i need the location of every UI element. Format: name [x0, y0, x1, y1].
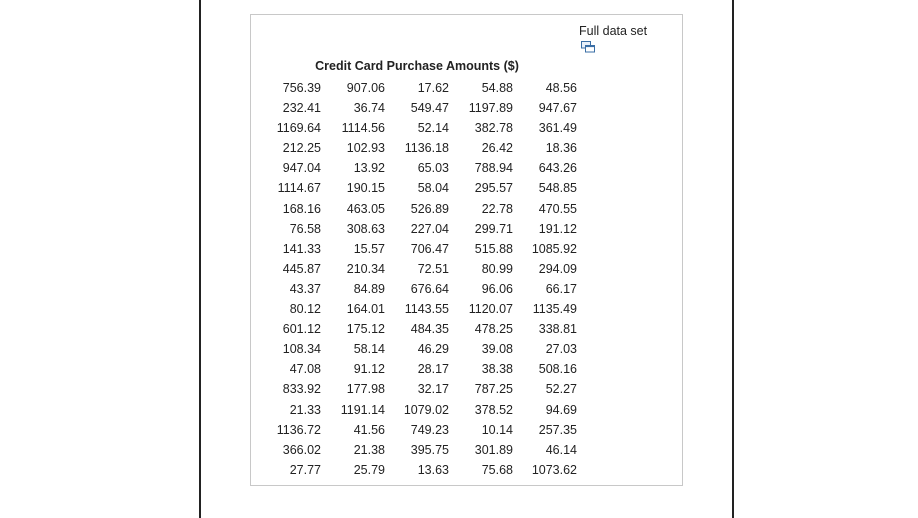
table-cell: 21.38 — [353, 442, 385, 457]
table-cell: 58.14 — [353, 342, 385, 357]
table-cell: 361.49 — [538, 121, 577, 136]
table-row — [269, 339, 577, 359]
table-cell: 15.57 — [353, 241, 385, 256]
table-cell: 72.51 — [417, 261, 449, 276]
full-data-set-link[interactable]: Full data set — [579, 24, 648, 38]
table-cell: 749.23 — [410, 422, 449, 437]
table-cell: 21.33 — [289, 402, 321, 417]
table-cell: 46.29 — [417, 342, 449, 357]
table-cell: 210.34 — [346, 261, 385, 276]
table-cell: 1073.62 — [531, 462, 577, 477]
table-cell: 548.85 — [538, 181, 577, 196]
table-cell: 756.39 — [282, 81, 321, 95]
table-cell: 1085.92 — [531, 241, 577, 256]
table-cell: 643.26 — [538, 161, 577, 176]
table-cell: 38.38 — [481, 362, 513, 377]
table-cell: 1135.49 — [532, 302, 577, 317]
table-cell: 65.03 — [417, 161, 449, 176]
table-cell: 676.64 — [410, 281, 449, 296]
table-cell: 833.92 — [282, 382, 321, 397]
table-cell: 470.55 — [538, 201, 577, 216]
table-cell: 80.99 — [481, 261, 513, 276]
table-cell: 190.15 — [346, 181, 385, 196]
table-cell: 96.06 — [481, 281, 513, 296]
table-cell: 46.14 — [545, 442, 577, 457]
table-cell: 25.79 — [353, 462, 385, 477]
table-cell: 47.08 — [289, 362, 321, 377]
table-row — [269, 279, 577, 299]
table-row — [269, 199, 577, 219]
table-row — [269, 118, 577, 138]
table-cell: 41.56 — [353, 422, 385, 437]
data-panel — [250, 14, 683, 486]
table-cell: 102.93 — [346, 141, 385, 156]
table-cell: 484.35 — [410, 322, 449, 337]
table-cell: 395.75 — [410, 442, 449, 457]
table-cell: 515.88 — [474, 241, 513, 256]
table-cell: 549.47 — [410, 101, 449, 116]
table-cell: 947.67 — [538, 101, 577, 116]
table-cell: 13.92 — [353, 161, 385, 176]
table-cell: 18.36 — [545, 141, 577, 156]
table-title: Credit Card Purchase Amounts ($) — [315, 59, 519, 73]
table-row — [269, 178, 577, 198]
table-cell: 141.33 — [282, 241, 321, 256]
table-cell: 212.25 — [282, 141, 321, 156]
table-cell: 164.01 — [346, 302, 385, 317]
table-cell: 301.89 — [474, 442, 513, 457]
table-cell: 338.81 — [538, 322, 577, 337]
table-cell: 1079.02 — [403, 402, 449, 417]
table-cell: 788.94 — [474, 161, 513, 176]
table-cell: 91.12 — [353, 362, 385, 377]
table-row — [269, 98, 577, 118]
table-cell: 108.34 — [282, 342, 321, 357]
table-cell: 445.87 — [282, 261, 321, 276]
table-cell: 27.03 — [545, 342, 577, 357]
table-cell: 48.56 — [545, 81, 577, 95]
table-cell: 1114.67 — [277, 181, 321, 196]
table-cell: 43.37 — [289, 281, 321, 296]
table-cell: 80.12 — [289, 302, 321, 317]
table-cell: 94.69 — [545, 402, 577, 417]
table-cell: 13.63 — [417, 462, 449, 477]
table-row — [269, 420, 577, 440]
table-cell: 463.05 — [346, 201, 385, 216]
table-cell: 787.25 — [474, 382, 513, 397]
table-row — [269, 359, 577, 379]
table-cell: 1136.72 — [276, 422, 321, 437]
table-cell: 66.17 — [545, 281, 577, 296]
table-cell: 28.17 — [417, 362, 449, 377]
table-cell: 52.27 — [545, 382, 577, 397]
table-row — [269, 400, 577, 420]
table-cell: 27.77 — [289, 462, 321, 477]
table-row — [269, 239, 577, 259]
table-row — [269, 319, 577, 339]
table-cell: 177.98 — [346, 382, 385, 397]
table-cell: 76.58 — [289, 221, 321, 236]
table-cell: 26.42 — [481, 141, 513, 156]
table-cell: 84.89 — [353, 281, 385, 296]
table-row — [269, 379, 577, 399]
table-cell: 232.41 — [282, 101, 321, 116]
table-row — [269, 138, 577, 158]
table-cell: 168.16 — [282, 201, 321, 216]
table-cell: 54.88 — [481, 81, 513, 95]
table-cell: 1169.64 — [276, 121, 321, 136]
table-cell: 257.35 — [538, 422, 577, 437]
table-cell: 175.12 — [346, 322, 385, 337]
table-cell: 191.12 — [538, 221, 577, 236]
table-row — [269, 78, 577, 98]
table-cell: 58.04 — [417, 181, 449, 196]
table-cell: 39.08 — [481, 342, 513, 357]
table-row — [269, 259, 577, 279]
table-cell: 526.89 — [410, 201, 449, 216]
table-row — [269, 158, 577, 178]
table-cell: 52.14 — [417, 121, 449, 136]
table-cell: 366.02 — [282, 442, 321, 457]
table-cell: 36.74 — [353, 101, 385, 116]
table-cell: 378.52 — [474, 402, 513, 417]
table-cell: 1114.56 — [341, 121, 385, 136]
popup-window-icon[interactable] — [581, 41, 595, 53]
table-cell: 1120.07 — [468, 302, 513, 317]
table-cell: 601.12 — [282, 322, 321, 337]
table-cell: 17.62 — [417, 81, 449, 95]
table-cell: 1197.89 — [468, 101, 513, 116]
table-cell: 227.04 — [410, 221, 449, 236]
table-cell: 1136.18 — [404, 141, 449, 156]
table-cell: 299.71 — [474, 221, 513, 236]
table-cell: 10.14 — [481, 422, 513, 437]
table-cell: 1191.14 — [340, 402, 385, 417]
table-row — [269, 460, 577, 480]
table-cell: 308.63 — [346, 221, 385, 236]
data-table — [269, 78, 577, 480]
table-cell: 75.68 — [481, 462, 513, 477]
table-cell: 382.78 — [474, 121, 513, 136]
table-cell: 32.17 — [417, 382, 449, 397]
table-cell: 907.06 — [346, 81, 385, 95]
table-row — [269, 440, 577, 460]
table-cell: 947.04 — [282, 161, 321, 176]
table-row — [269, 219, 577, 239]
table-cell: 1143.55 — [404, 302, 449, 317]
table-cell: 22.78 — [481, 201, 513, 216]
table-cell: 478.25 — [474, 322, 513, 337]
table-row — [269, 299, 577, 319]
table-cell: 295.57 — [474, 181, 513, 196]
table-cell: 508.16 — [538, 362, 577, 377]
table-cell: 706.47 — [410, 241, 449, 256]
table-cell: 294.09 — [538, 261, 577, 276]
